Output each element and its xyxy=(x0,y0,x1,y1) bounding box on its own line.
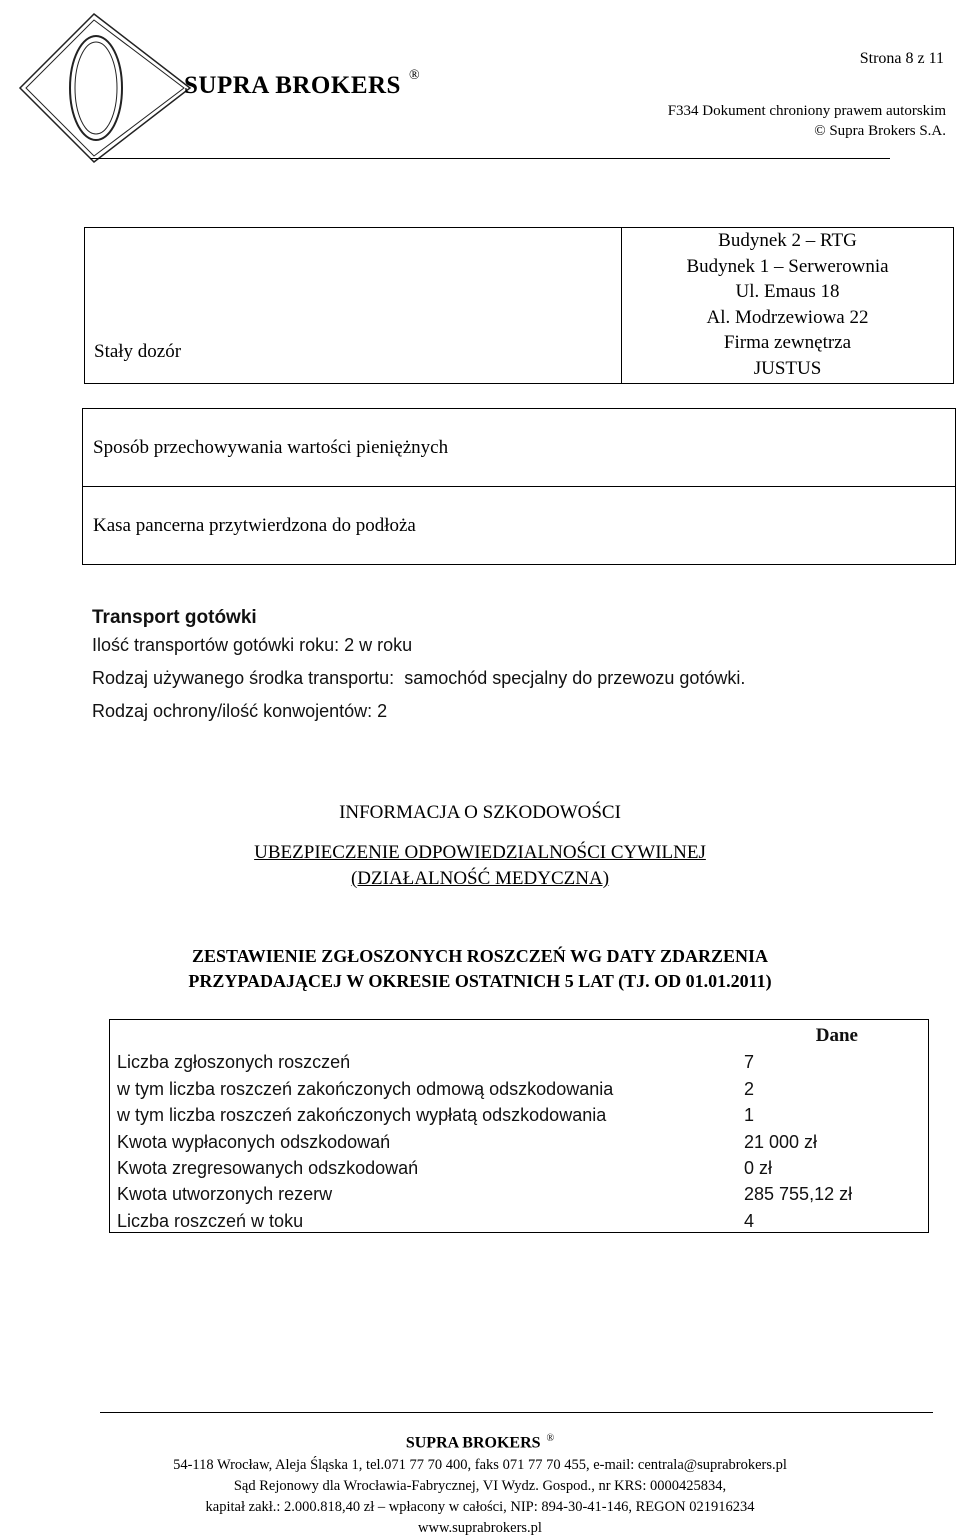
footer-address: 54-118 Wrocław, Aleja Śląska 1, tel.071 77 70 400, faks 071 77 70 455, e-mail: centrala@suprabrokers.pl xyxy=(173,1457,787,1473)
location-item: Firma zewnętrza xyxy=(723,332,852,353)
page-number: Strona 8 z 11 xyxy=(859,50,944,67)
transport-guards: Rodzaj ochrony/ilość konwojentów: 2 xyxy=(92,701,388,721)
storage-table xyxy=(82,408,956,565)
storage-value: Kasa pancerna przytwierdzona do podłoża xyxy=(83,487,956,565)
header-divider xyxy=(90,158,890,159)
doc-note: F334 Dokument chroniony prawem autorskim xyxy=(667,103,946,119)
table-row: Liczba zgłoszonych roszczeń 7 xyxy=(117,1052,755,1073)
location-item: Ul. Emaus 18 xyxy=(735,281,840,302)
transport-vehicle: Rodzaj używanego środka transportu: samochód specjalny do przewozu gotówki. xyxy=(92,668,746,688)
table-row: Kwota zregresowanych odszkodowań 0 zł xyxy=(117,1157,773,1178)
header-brand: SUPRA BROKERS ® xyxy=(184,68,421,99)
copyright: © Supra Brokers S.A. xyxy=(814,123,946,139)
column-header-dane: Dane xyxy=(815,1025,858,1046)
location-item: Al. Modrzewiowa 22 xyxy=(706,306,869,328)
table-row: w tym liczba roszczeń zakończonych wypłatą odszkodowania 1 xyxy=(117,1105,755,1126)
guard-label: Stały dozór xyxy=(85,228,622,384)
location-item: Budynek 1 – Serwerownia xyxy=(686,255,889,277)
transport-title: Transport gotówki xyxy=(92,607,257,628)
table-row: Kwota wypłaconych odszkodowań 21 000 zł xyxy=(117,1131,818,1152)
footer-capital: kapitał zakł.: 2.000.818,40 zł – wpłacony w całości, NIP: 894-30-41-146, REGON 021916234 xyxy=(205,1499,755,1515)
copyright-note xyxy=(668,101,946,141)
footer-website[interactable]: www.suprabrokers.pl xyxy=(418,1520,542,1536)
footer-divider xyxy=(100,1412,933,1413)
table-row: Liczba roszczeń w toku 4 xyxy=(117,1210,755,1231)
storage-title: Sposób przechowywania wartości pieniężnych xyxy=(83,409,956,487)
transport-section xyxy=(92,608,745,735)
claims-table xyxy=(109,1019,929,1233)
insurance-heading: UBEZPIECZENIE ODPOWIEDZIALNOŚCI CYWILNEJ (DZIAŁALNOŚĆ MEDYCZNA) xyxy=(254,842,706,889)
location-item: Budynek 2 – RTG xyxy=(718,230,857,251)
footer-court: Sąd Rejonowy dla Wrocławia-Fabrycznej, VI Wydz. Gospod., nr KRS: 0000425834, xyxy=(233,1478,727,1494)
claims-summary-heading: ZESTAWIENIE ZGŁOSZONYCH ROSZCZEŃ WG DATY ZDARZENIA PRZYPADAJĄCEJ W OKRESIE OSTATNICH 5 LAT (TJ. OD 01.01.2011) xyxy=(188,946,772,991)
footer-firm: SUPRA BROKERS ® xyxy=(405,1433,555,1452)
transport-vehicle-value: samochód specjalny do przewozu gotówki. xyxy=(404,668,746,688)
guard-locations xyxy=(622,228,954,384)
supra-brokers-logo xyxy=(14,12,204,167)
guard-table xyxy=(84,227,954,384)
table-row: Kwota utworzonych rezerw 285 755,12 zł xyxy=(117,1184,853,1205)
transport-count: Ilość transportów gotówki roku: 2 w roku xyxy=(92,635,413,655)
claims-info-title: INFORMACJA O SZKODOWOŚCI xyxy=(339,802,621,823)
table-row: w tym liczba roszczeń zakończonych odmową odszkodowania 2 xyxy=(117,1078,755,1099)
location-item: JUSTUS xyxy=(753,357,822,379)
footer-details xyxy=(0,1455,960,1539)
